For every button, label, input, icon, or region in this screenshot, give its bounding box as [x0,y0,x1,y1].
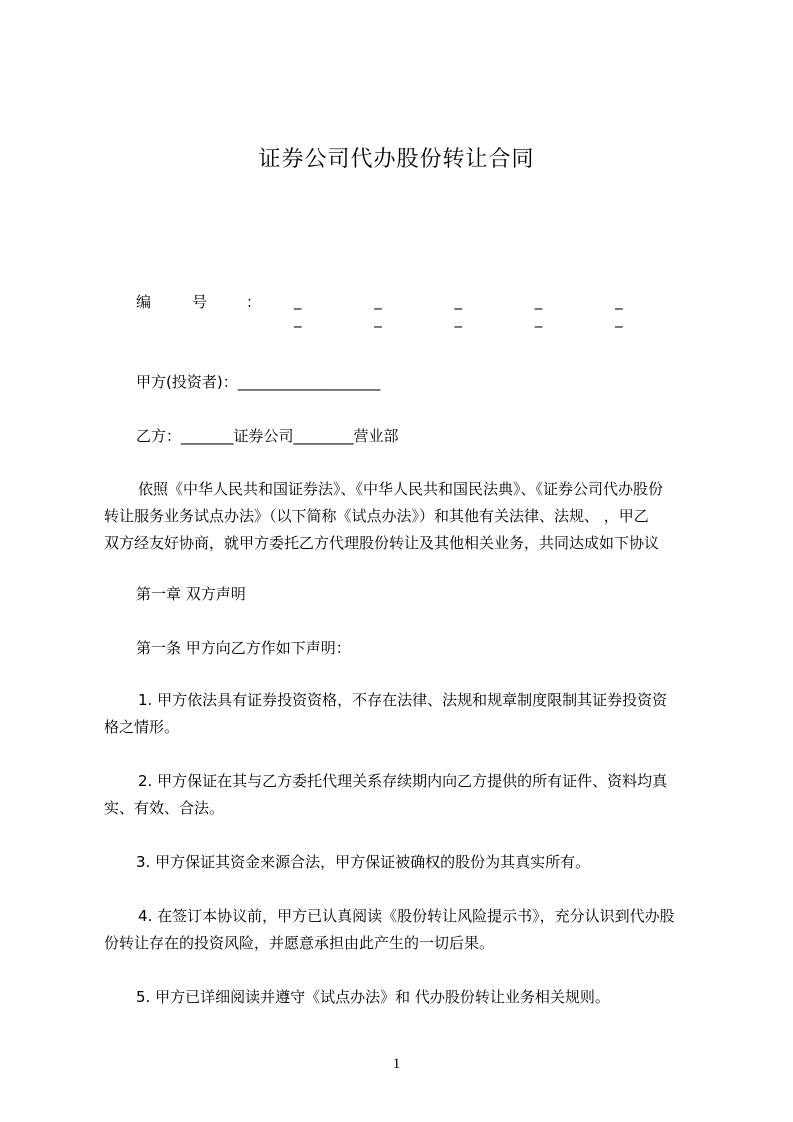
clause-3 [104,849,704,876]
intro-line-2: 转让服务业务试点办法》（以下简称《试点办法》）和其他有关法律、法规、 ，甲乙 [104,507,649,525]
clause-2-line-2: 实、有效、合法。 [104,799,225,817]
clause-5 [104,984,704,1011]
clause-4 [104,903,704,957]
contract-number-blanks [294,292,704,328]
number-label-char-1: 编 [136,293,152,311]
clause-3-line-1: 3. 甲方保证其资金来源合法，甲方保证被确权的股份为其真实所有。 [136,853,591,871]
number-label-char-2: 号 [192,293,208,311]
intro-line-3: 双方经友好协商，就甲方委托乙方代理股份转让及其他相关业务，共同达成如下协议 [104,534,660,552]
party-a-line: 甲方(投资者)：___________________ [136,373,381,391]
intro-line-1: 依照《中华人民共和国证券法》、《中华人民共和国民法典》、《证券公司代办股份 [138,480,664,498]
clause-1 [104,687,704,741]
contract-number-blank-line: _ _ _ _ _ _ _ _ _ _ [294,292,657,328]
chapter-heading: 第一章 双方声明 [136,585,246,603]
clause-4-line-1: 4. 在签订本协议前，甲方已认真阅读《股份转让风险提示书》，充分认识到代办股 [138,907,675,925]
number-label-colon: ： [246,293,262,311]
clause-1-line-2: 格之情形。 [104,718,180,736]
clause-1-line-1: 1. 甲方依法具有证券投资资格，不存在法律、法规和规章制度限制其证券投资资 [138,691,668,709]
clause-2-line-1: 2. 甲方保证在其与乙方委托代理关系存续期内向乙方提供的所有证件、资料均真 [138,772,668,790]
article-heading: 第一条 甲方向乙方作如下声明： [136,639,351,657]
page-number: 1 [392,1056,401,1072]
clause-2 [104,768,704,822]
party-b-line: 乙方：_______证券公司________营业部 [136,427,399,445]
intro-paragraph [104,476,704,557]
clause-4-line-2: 份转让存在的投资风险，并愿意承担由此产生的一切后果。 [104,934,495,952]
clause-5-line-1: 5. 甲方已详细阅读并遵守《试点办法》和 代办股份转让业务相关规则。 [136,988,610,1006]
document-title: 证券公司代办股份转让合同 [258,147,535,172]
